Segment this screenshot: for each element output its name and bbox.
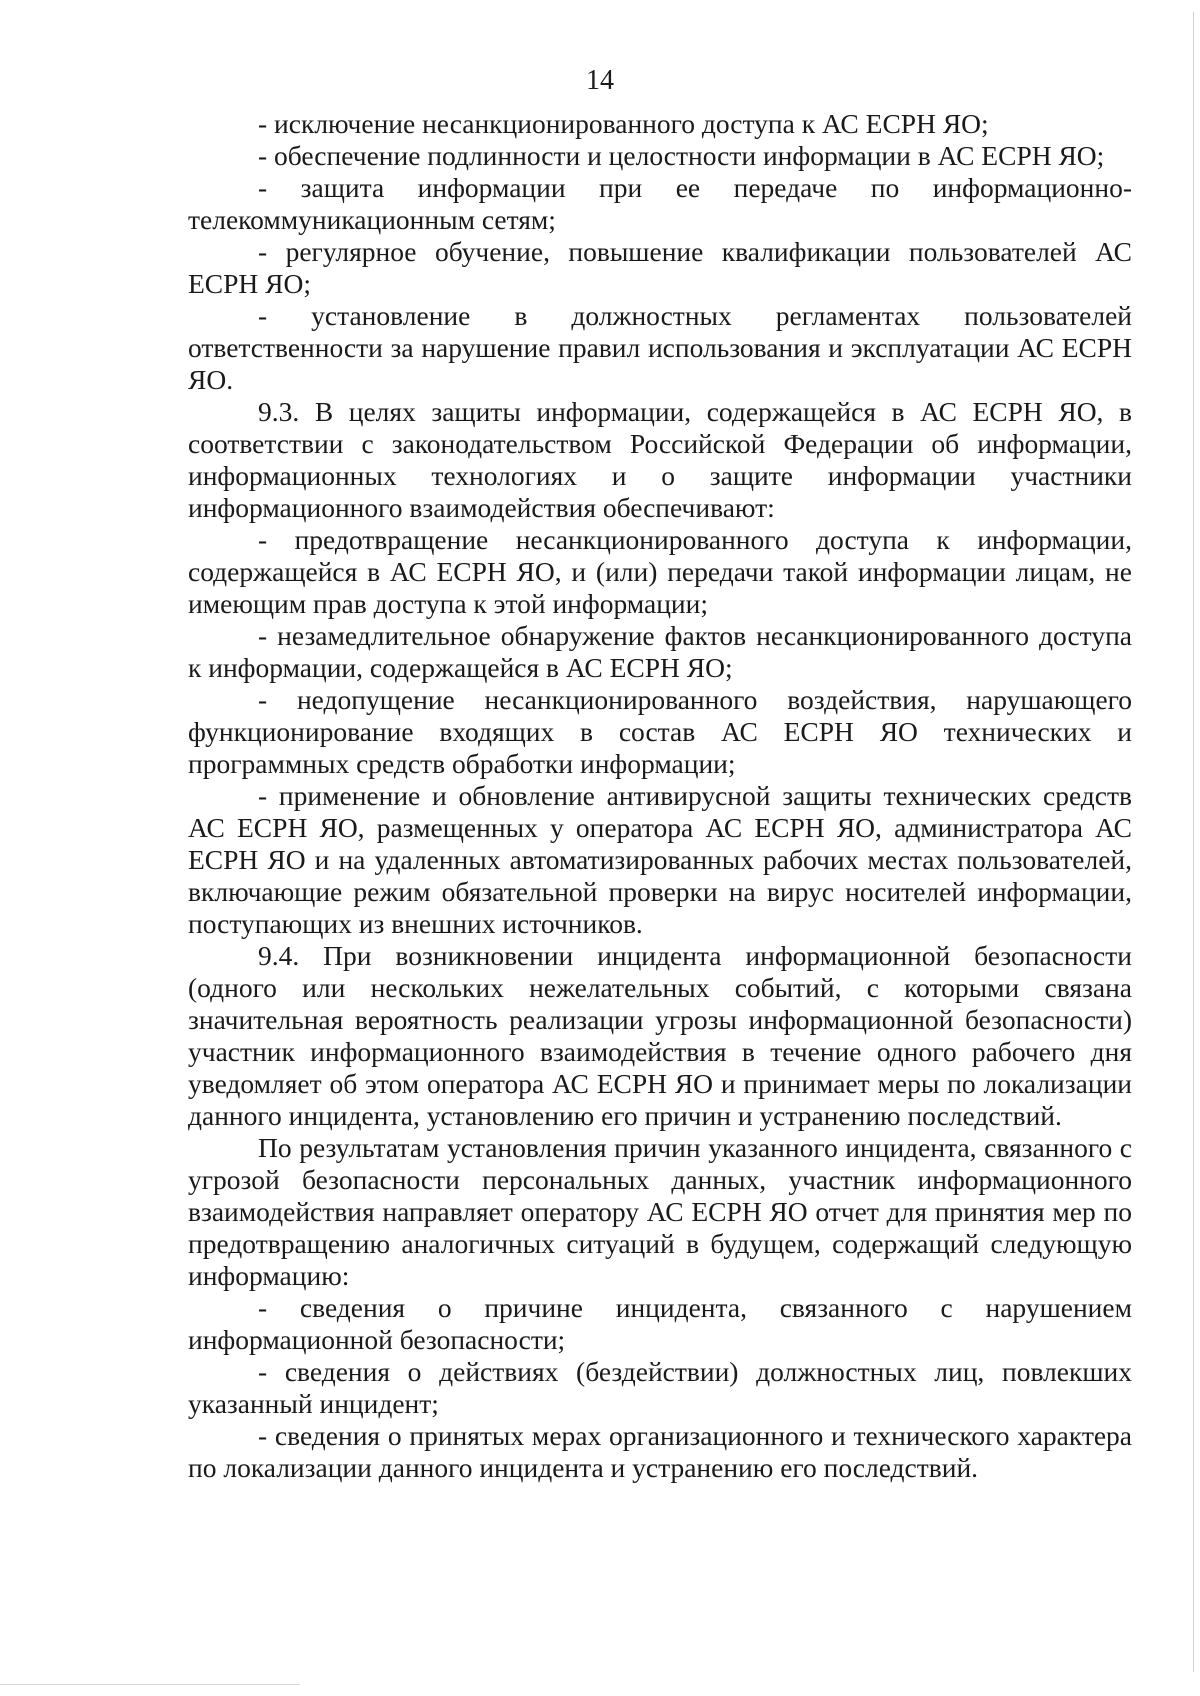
scan-bottom-line xyxy=(0,1684,300,1685)
list-item-incident-cause: - сведения о причине инцидента, связанного с нарушением информационной безопасности; xyxy=(188,1292,1132,1355)
list-item-detection: - незамедлительное обнаружение фактов несанкционированного доступа к информации, содержащейся в АС ЕСРН ЯО; xyxy=(188,620,1132,683)
page-number: 14 xyxy=(586,65,614,96)
list-item-antivirus: - применение и обновление антивирусной защиты технических средств АС ЕСРН ЯО, размещенных у оператора АС ЕСРН ЯО, администратора АС ЕСРН ЯО и на удаленных автоматизированных рабочих местах пользователей, включающие режим обязательной проверки на вирус носителей информации, поступающих из внешних источников. xyxy=(188,780,1132,939)
section-9-4: 9.4. При возникновении инцидента информационной безопасности (одного или нескольких нежелательных событий, с которыми связана значительная вероятность реализации угрозы информационной безопасности) участник информационного взаимодействия в течение одного рабочего дня уведомляет об этом оператора АС ЕСРН ЯО и принимает меры по локализации данного инцидента, установлению его причин и устранению последствий. xyxy=(188,940,1132,1131)
paragraph-report: По результатам установления причин указанного инцидента, связанного с угрозой безопасности персональных данных, участник информационного взаимодействия направляет оператору АС ЕСРН ЯО отчет для принятия мер по предотвращению аналогичных ситуаций в будущем, содержащий следующую информацию: xyxy=(188,1132,1132,1291)
section-9-3: 9.3. В целях защиты информации, содержащейся в АС ЕСРН ЯО, в соответствии с законодательством Российской Федерации об информации, информационных технологиях и о защите информации участники информационного взаимодействия обеспечивают: xyxy=(188,396,1132,523)
list-item-transmission-protection: - защита информации при ее передаче по информационно-телекоммуникационным сетям; xyxy=(188,172,1132,235)
list-item-authenticity: - обеспечение подлинности и целостности информации в АС ЕСРН ЯО; xyxy=(258,140,1105,171)
list-item-non-admission: - недопущение несанкционированного воздействия, нарушающего функционирование входящих в состав АС ЕСРН ЯО технических и программных средств обработки информации; xyxy=(188,684,1132,779)
list-item-measures-taken: - сведения о принятых мерах организационного и технического характера по локализации данного инцидента и устранению его последствий. xyxy=(188,1420,1132,1483)
scan-edge-line xyxy=(1193,12,1194,1672)
list-item-responsibility: - установление в должностных регламентах пользователей ответственности за нарушение правил использования и эксплуатации АС ЕСРН ЯО. xyxy=(188,300,1132,395)
list-item-user-training: - регулярное обучение, повышение квалификации пользователей АС ЕСРН ЯО; xyxy=(188,236,1132,299)
list-item-officials-actions: - сведения о действиях (бездействии) должностных лиц, повлекших указанный инцидент; xyxy=(188,1356,1132,1419)
document-body xyxy=(188,108,1132,1484)
list-item-prevention: - предотвращение несанкционированного доступа к информации, содержащейся в АС ЕСРН ЯО, и (или) передачи такой информации лицам, не имеющим прав доступа к этой информации; xyxy=(188,524,1132,619)
list-item-unauthorized-access: - исключение несанкционированного доступа к АС ЕСРН ЯО; xyxy=(258,108,989,139)
